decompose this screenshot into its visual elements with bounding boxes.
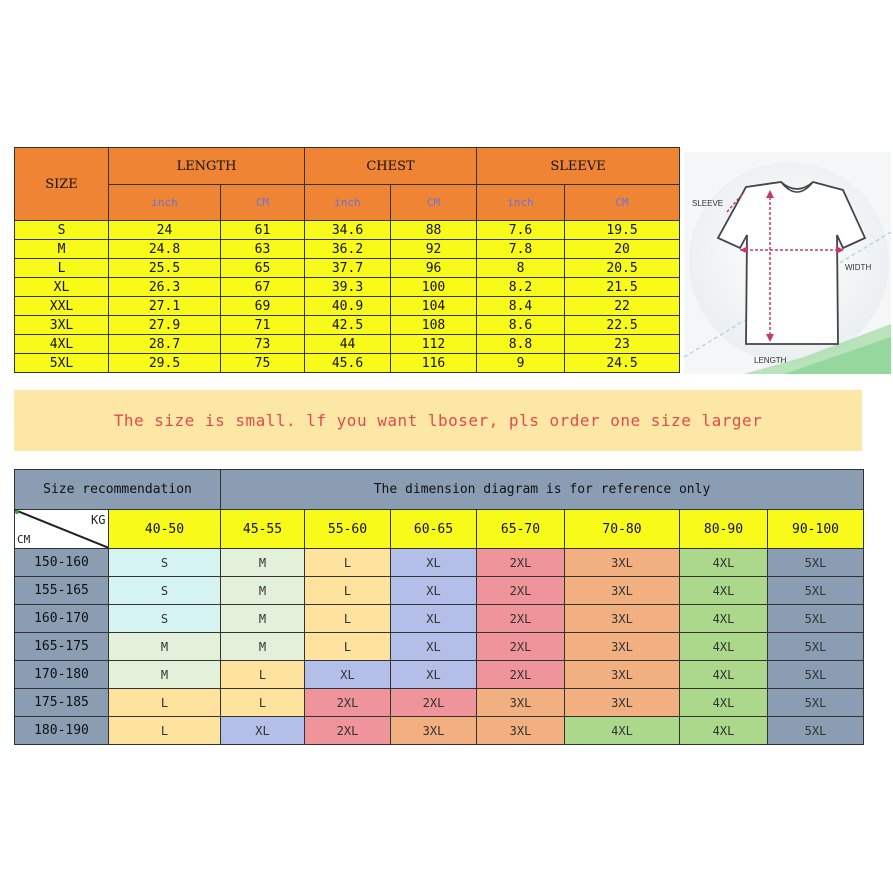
size-value-cell: 27.9 bbox=[109, 316, 221, 335]
recommended-size-cell: 5XL bbox=[768, 689, 864, 717]
chest-header: CHEST bbox=[305, 148, 477, 185]
recommended-size-cell: 4XL bbox=[680, 605, 768, 633]
size-value-cell: 23 bbox=[565, 335, 680, 354]
recommended-size-cell: L bbox=[109, 689, 221, 717]
recommended-size-cell: 3XL bbox=[477, 689, 565, 717]
recommended-size-cell: 2XL bbox=[477, 661, 565, 689]
size-label-cell: S bbox=[15, 221, 109, 240]
recommended-size-cell: 3XL bbox=[391, 717, 477, 745]
recommended-size-cell: L bbox=[109, 717, 221, 745]
recommended-size-cell: M bbox=[221, 605, 305, 633]
recommended-size-cell: XL bbox=[221, 717, 305, 745]
size-value-cell: 7.6 bbox=[477, 221, 565, 240]
size-value-cell: 75 bbox=[221, 354, 305, 373]
tshirt-measurement-diagram bbox=[684, 152, 891, 374]
recommended-size-cell: 4XL bbox=[680, 549, 768, 577]
size-value-cell: 61 bbox=[221, 221, 305, 240]
size-value-cell: 104 bbox=[391, 297, 477, 316]
sleeve-label: SLEEVE bbox=[692, 199, 724, 208]
size-recommendation-title: Size recommendation bbox=[15, 470, 221, 510]
unit-length-cm: CM bbox=[221, 185, 305, 221]
recommendation-row bbox=[15, 661, 864, 689]
recommended-size-cell: 3XL bbox=[565, 605, 680, 633]
weight-header: 55-60 bbox=[305, 510, 391, 549]
size-row bbox=[15, 297, 680, 316]
weight-header: 70-80 bbox=[565, 510, 680, 549]
height-range-cell: 150-160 bbox=[15, 549, 109, 577]
recommended-size-cell: 3XL bbox=[565, 633, 680, 661]
size-note-text: The size is small. lf you want lboser, pls order one size larger bbox=[113, 411, 763, 430]
recommended-size-cell: 4XL bbox=[680, 717, 768, 745]
recommended-size-cell: XL bbox=[305, 661, 391, 689]
size-value-cell: 8.2 bbox=[477, 278, 565, 297]
size-value-cell: 25.5 bbox=[109, 259, 221, 278]
size-value-cell: 20.5 bbox=[565, 259, 680, 278]
size-value-cell: 39.3 bbox=[305, 278, 391, 297]
recommended-size-cell: 2XL bbox=[477, 577, 565, 605]
recommended-size-cell: L bbox=[305, 549, 391, 577]
recommended-size-cell: 2XL bbox=[391, 689, 477, 717]
size-label-cell: 3XL bbox=[15, 316, 109, 335]
recommended-size-cell: 5XL bbox=[768, 549, 864, 577]
recommended-size-cell: L bbox=[305, 577, 391, 605]
recommended-size-cell: 2XL bbox=[477, 605, 565, 633]
size-value-cell: 26.3 bbox=[109, 278, 221, 297]
size-value-cell: 19.5 bbox=[565, 221, 680, 240]
size-value-cell: 37.7 bbox=[305, 259, 391, 278]
size-value-cell: 20 bbox=[565, 240, 680, 259]
recommended-size-cell: 5XL bbox=[768, 717, 864, 745]
size-value-cell: 65 bbox=[221, 259, 305, 278]
size-value-cell: 108 bbox=[391, 316, 477, 335]
size-value-cell: 24.8 bbox=[109, 240, 221, 259]
recommended-size-cell: L bbox=[305, 605, 391, 633]
size-value-cell: 21.5 bbox=[565, 278, 680, 297]
unit-length-inch: inch bbox=[109, 185, 221, 221]
size-row bbox=[15, 221, 680, 240]
height-range-cell: 170-180 bbox=[15, 661, 109, 689]
size-label-cell: 4XL bbox=[15, 335, 109, 354]
size-row bbox=[15, 335, 680, 354]
recommended-size-cell: 3XL bbox=[565, 577, 680, 605]
recommended-size-cell: 2XL bbox=[477, 633, 565, 661]
recommendation-row bbox=[15, 717, 864, 745]
recommended-size-cell: M bbox=[109, 661, 221, 689]
recommended-size-cell: M bbox=[109, 633, 221, 661]
recommended-size-cell: 5XL bbox=[768, 577, 864, 605]
recommended-size-cell: 2XL bbox=[305, 689, 391, 717]
recommended-size-cell: 5XL bbox=[768, 605, 864, 633]
recommended-size-cell: M bbox=[221, 549, 305, 577]
size-value-cell: 112 bbox=[391, 335, 477, 354]
recommended-size-cell: 4XL bbox=[680, 577, 768, 605]
recommended-size-cell: XL bbox=[391, 577, 477, 605]
diagonal-divider bbox=[15, 510, 109, 548]
size-chart-table bbox=[14, 147, 680, 373]
size-value-cell: 8.8 bbox=[477, 335, 565, 354]
size-recommendation-table bbox=[14, 469, 864, 745]
weight-header: 65-70 bbox=[477, 510, 565, 549]
recommended-size-cell: 3XL bbox=[565, 549, 680, 577]
size-row bbox=[15, 278, 680, 297]
cm-label: CM bbox=[17, 533, 31, 546]
size-value-cell: 8.6 bbox=[477, 316, 565, 335]
size-note-banner bbox=[14, 390, 862, 451]
recommended-size-cell: 3XL bbox=[565, 689, 680, 717]
size-value-cell: 9 bbox=[477, 354, 565, 373]
weight-header: 90-100 bbox=[768, 510, 864, 549]
size-header: SIZE bbox=[15, 148, 109, 221]
recommended-size-cell: 2XL bbox=[305, 717, 391, 745]
recommended-size-cell: S bbox=[109, 577, 221, 605]
size-label-cell: L bbox=[15, 259, 109, 278]
recommended-size-cell: M bbox=[221, 633, 305, 661]
width-label: WIDTH bbox=[845, 263, 872, 272]
height-range-cell: 155-165 bbox=[15, 577, 109, 605]
height-range-cell: 180-190 bbox=[15, 717, 109, 745]
recommended-size-cell: XL bbox=[391, 605, 477, 633]
weight-header: 80-90 bbox=[680, 510, 768, 549]
size-value-cell: 69 bbox=[221, 297, 305, 316]
size-value-cell: 44 bbox=[305, 335, 391, 354]
recommendation-row bbox=[15, 605, 864, 633]
size-value-cell: 71 bbox=[221, 316, 305, 335]
size-value-cell: 27.1 bbox=[109, 297, 221, 316]
size-value-cell: 88 bbox=[391, 221, 477, 240]
sleeve-header: SLEEVE bbox=[477, 148, 680, 185]
size-value-cell: 73 bbox=[221, 335, 305, 354]
recommended-size-cell: XL bbox=[391, 549, 477, 577]
kg-cm-corner bbox=[15, 510, 109, 549]
size-row bbox=[15, 240, 680, 259]
recommendation-row bbox=[15, 549, 864, 577]
size-value-cell: 45.6 bbox=[305, 354, 391, 373]
recommended-size-cell: 4XL bbox=[680, 689, 768, 717]
recommended-size-cell: 5XL bbox=[768, 633, 864, 661]
recommended-size-cell: XL bbox=[391, 633, 477, 661]
height-range-cell: 175-185 bbox=[15, 689, 109, 717]
reference-note: The dimension diagram is for reference only bbox=[221, 470, 864, 510]
height-range-cell: 160-170 bbox=[15, 605, 109, 633]
unit-chest-inch: inch bbox=[305, 185, 391, 221]
recommended-size-cell: 5XL bbox=[768, 661, 864, 689]
weight-header: 60-65 bbox=[391, 510, 477, 549]
size-row bbox=[15, 316, 680, 335]
size-value-cell: 8.4 bbox=[477, 297, 565, 316]
size-value-cell: 92 bbox=[391, 240, 477, 259]
size-value-cell: 22 bbox=[565, 297, 680, 316]
recommended-size-cell: L bbox=[305, 633, 391, 661]
recommended-size-cell: S bbox=[109, 605, 221, 633]
recommendation-row bbox=[15, 577, 864, 605]
recommendation-row bbox=[15, 633, 864, 661]
size-row bbox=[15, 259, 680, 278]
size-value-cell: 63 bbox=[221, 240, 305, 259]
recommended-size-cell: M bbox=[221, 577, 305, 605]
size-value-cell: 8 bbox=[477, 259, 565, 278]
size-value-cell: 7.8 bbox=[477, 240, 565, 259]
height-range-cell: 165-175 bbox=[15, 633, 109, 661]
recommended-size-cell: 4XL bbox=[680, 633, 768, 661]
size-value-cell: 22.5 bbox=[565, 316, 680, 335]
unit-sleeve-inch: inch bbox=[477, 185, 565, 221]
size-value-cell: 34.6 bbox=[305, 221, 391, 240]
unit-sleeve-cm: CM bbox=[565, 185, 680, 221]
recommended-size-cell: 3XL bbox=[477, 717, 565, 745]
length-header: LENGTH bbox=[109, 148, 305, 185]
size-value-cell: 67 bbox=[221, 278, 305, 297]
size-value-cell: 24 bbox=[109, 221, 221, 240]
size-row bbox=[15, 354, 680, 373]
recommendation-row bbox=[15, 689, 864, 717]
size-label-cell: XL bbox=[15, 278, 109, 297]
size-value-cell: 40.9 bbox=[305, 297, 391, 316]
recommended-size-cell: 4XL bbox=[680, 661, 768, 689]
length-label: LENGTH bbox=[754, 356, 787, 365]
size-value-cell: 116 bbox=[391, 354, 477, 373]
size-value-cell: 42.5 bbox=[305, 316, 391, 335]
size-value-cell: 100 bbox=[391, 278, 477, 297]
kg-label: KG bbox=[91, 513, 106, 527]
recommended-size-cell: L bbox=[221, 689, 305, 717]
weight-header: 45-55 bbox=[221, 510, 305, 549]
size-value-cell: 96 bbox=[391, 259, 477, 278]
size-value-cell: 36.2 bbox=[305, 240, 391, 259]
recommended-size-cell: XL bbox=[391, 661, 477, 689]
size-value-cell: 28.7 bbox=[109, 335, 221, 354]
recommended-size-cell: 3XL bbox=[565, 661, 680, 689]
recommended-size-cell: 4XL bbox=[565, 717, 680, 745]
size-label-cell: XXL bbox=[15, 297, 109, 316]
size-label-cell: 5XL bbox=[15, 354, 109, 373]
size-label-cell: M bbox=[15, 240, 109, 259]
size-value-cell: 24.5 bbox=[565, 354, 680, 373]
unit-chest-cm: CM bbox=[391, 185, 477, 221]
recommended-size-cell: L bbox=[221, 661, 305, 689]
recommended-size-cell: S bbox=[109, 549, 221, 577]
weight-header: 40-50 bbox=[109, 510, 221, 549]
size-value-cell: 29.5 bbox=[109, 354, 221, 373]
recommended-size-cell: 2XL bbox=[477, 549, 565, 577]
